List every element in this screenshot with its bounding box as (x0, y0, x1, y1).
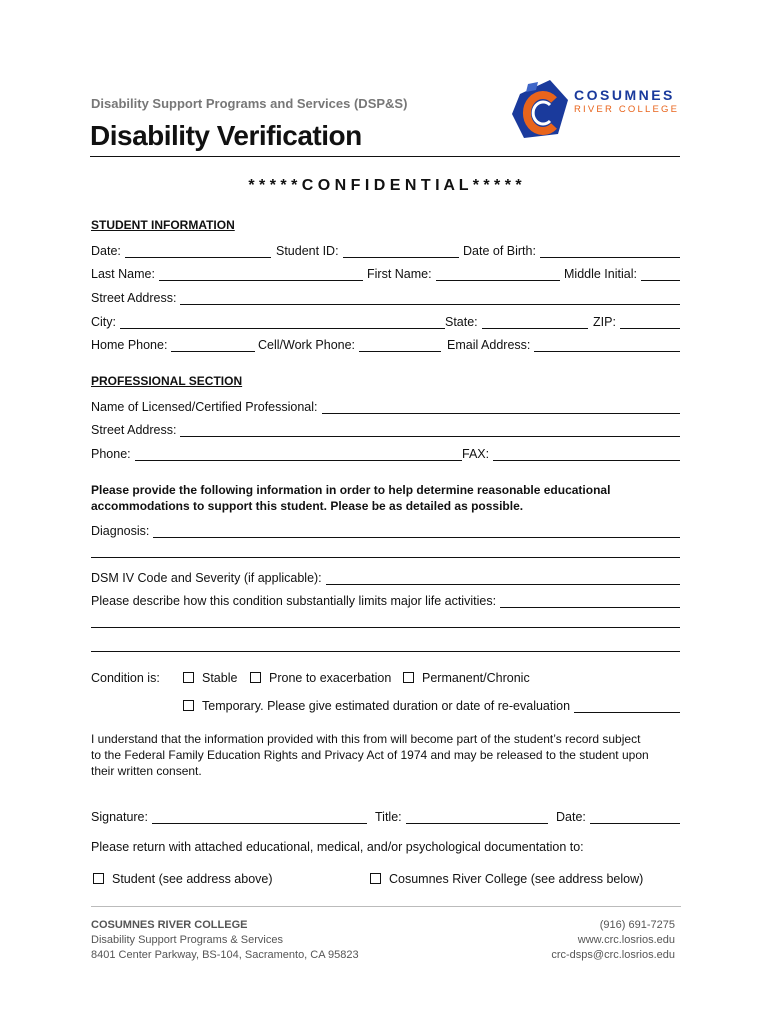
consent-line-3: their written consent. (91, 764, 202, 778)
checkbox-icon[interactable] (403, 672, 414, 683)
college-logo (510, 78, 685, 148)
footer-contact-block (551, 918, 675, 963)
cell-work-phone-field[interactable]: Cell/Work Phone: (258, 336, 441, 352)
zip-field[interactable]: ZIP: (593, 313, 680, 329)
return-to-college-option[interactable]: Cosumnes River College (see address below) (370, 872, 643, 886)
professional-section-heading: PROFESSIONAL SECTION (91, 374, 243, 388)
limitations-line-2[interactable] (91, 627, 680, 628)
page-title: Disability Verification (90, 120, 362, 151)
email-address-field[interactable]: Email Address: (447, 336, 680, 352)
consent-line-1: I understand that the information provided with this from will become part of the student’s record subject (91, 732, 641, 746)
professional-street-address-field[interactable]: Street Address: (91, 421, 680, 437)
instructions-line-2: accommodations to support this student. Please be as detailed as possible. (91, 499, 524, 513)
diagnosis-line-2[interactable] (91, 557, 680, 558)
checkbox-icon[interactable] (183, 700, 194, 711)
checkbox-icon[interactable] (370, 873, 381, 884)
footer-website[interactable]: www.crc.losrios.edu (577, 934, 675, 946)
date-of-birth-field[interactable]: Date of Birth: (463, 242, 680, 258)
professional-phone-field[interactable]: Phone: (91, 445, 462, 461)
footer-phone: (916) 691-7275 (599, 919, 675, 931)
condition-permanent-option[interactable]: Permanent/Chronic (403, 671, 530, 685)
condition-temporary-option[interactable]: Temporary. Please give estimated duration or date of re-evaluation (183, 697, 680, 713)
signature-field[interactable]: Signature: (91, 808, 367, 824)
last-name-field[interactable]: Last Name: (91, 265, 363, 281)
student-info-heading: STUDENT INFORMATION (91, 218, 235, 232)
home-phone-field[interactable]: Home Phone: (91, 336, 255, 352)
footer-department: Disability Support Programs & Services (91, 934, 283, 946)
confidential-banner: * * * * * C O N F I D E N T I A L * * * * * (248, 177, 522, 194)
return-to-student-option[interactable]: Student (see address above) (93, 872, 273, 886)
checkbox-icon[interactable] (183, 672, 194, 683)
first-name-field[interactable]: First Name: (367, 265, 560, 281)
checkbox-icon[interactable] (93, 873, 104, 884)
city-field[interactable]: City: (91, 313, 445, 329)
signature-date-field[interactable]: Date: (556, 808, 680, 824)
dsm-code-field[interactable]: DSM IV Code and Severity (if applicable): (91, 569, 680, 585)
date-field[interactable]: Date: (91, 242, 271, 258)
student-street-address-field[interactable]: Street Address: (91, 289, 680, 305)
footer-address-block (91, 918, 359, 963)
header-rule (90, 156, 680, 157)
condition-label: Condition is: (91, 671, 160, 685)
consent-line-2: to the Federal Family Education Rights and Privacy Act of 1974 and may be released to the student upon (91, 748, 649, 762)
fax-field[interactable]: FAX: (462, 445, 680, 461)
footer-address: 8401 Center Parkway, BS-104, Sacramento, CA 95823 (91, 949, 359, 961)
return-instructions: Please return with attached educational, medical, and/or psychological documentation to: (91, 840, 584, 854)
middle-initial-field[interactable]: Middle Initial: (564, 265, 680, 281)
program-name: Disability Support Programs and Services (DSP&S) (91, 96, 408, 111)
title-field[interactable]: Title: (375, 808, 548, 824)
state-field[interactable]: State: (445, 313, 588, 329)
limitations-line-3[interactable] (91, 651, 680, 652)
footer-email[interactable]: crc-dsps@crc.losrios.edu (551, 949, 675, 961)
logo-text-cosumnes: COSUMNES (574, 87, 675, 103)
logo-text-river-college: RIVER COLLEGE (574, 104, 680, 115)
footer-divider (91, 906, 681, 907)
condition-prone-option[interactable]: Prone to exacerbation (250, 671, 391, 685)
student-id-field[interactable]: Student ID: (276, 242, 459, 258)
diagnosis-field[interactable]: Diagnosis: (91, 522, 680, 538)
professional-name-field[interactable]: Name of Licensed/Certified Professional: (91, 398, 680, 414)
checkbox-icon[interactable] (250, 672, 261, 683)
footer-college-name: COSUMNES RIVER COLLEGE (91, 919, 248, 931)
limitations-field[interactable]: Please describe how this condition substantially limits major life activities: (91, 592, 680, 608)
condition-stable-option[interactable]: Stable (183, 671, 237, 685)
logo-mark-icon (510, 78, 572, 144)
instructions-line-1: Please provide the following information in order to help determine reasonable educational (91, 483, 611, 497)
